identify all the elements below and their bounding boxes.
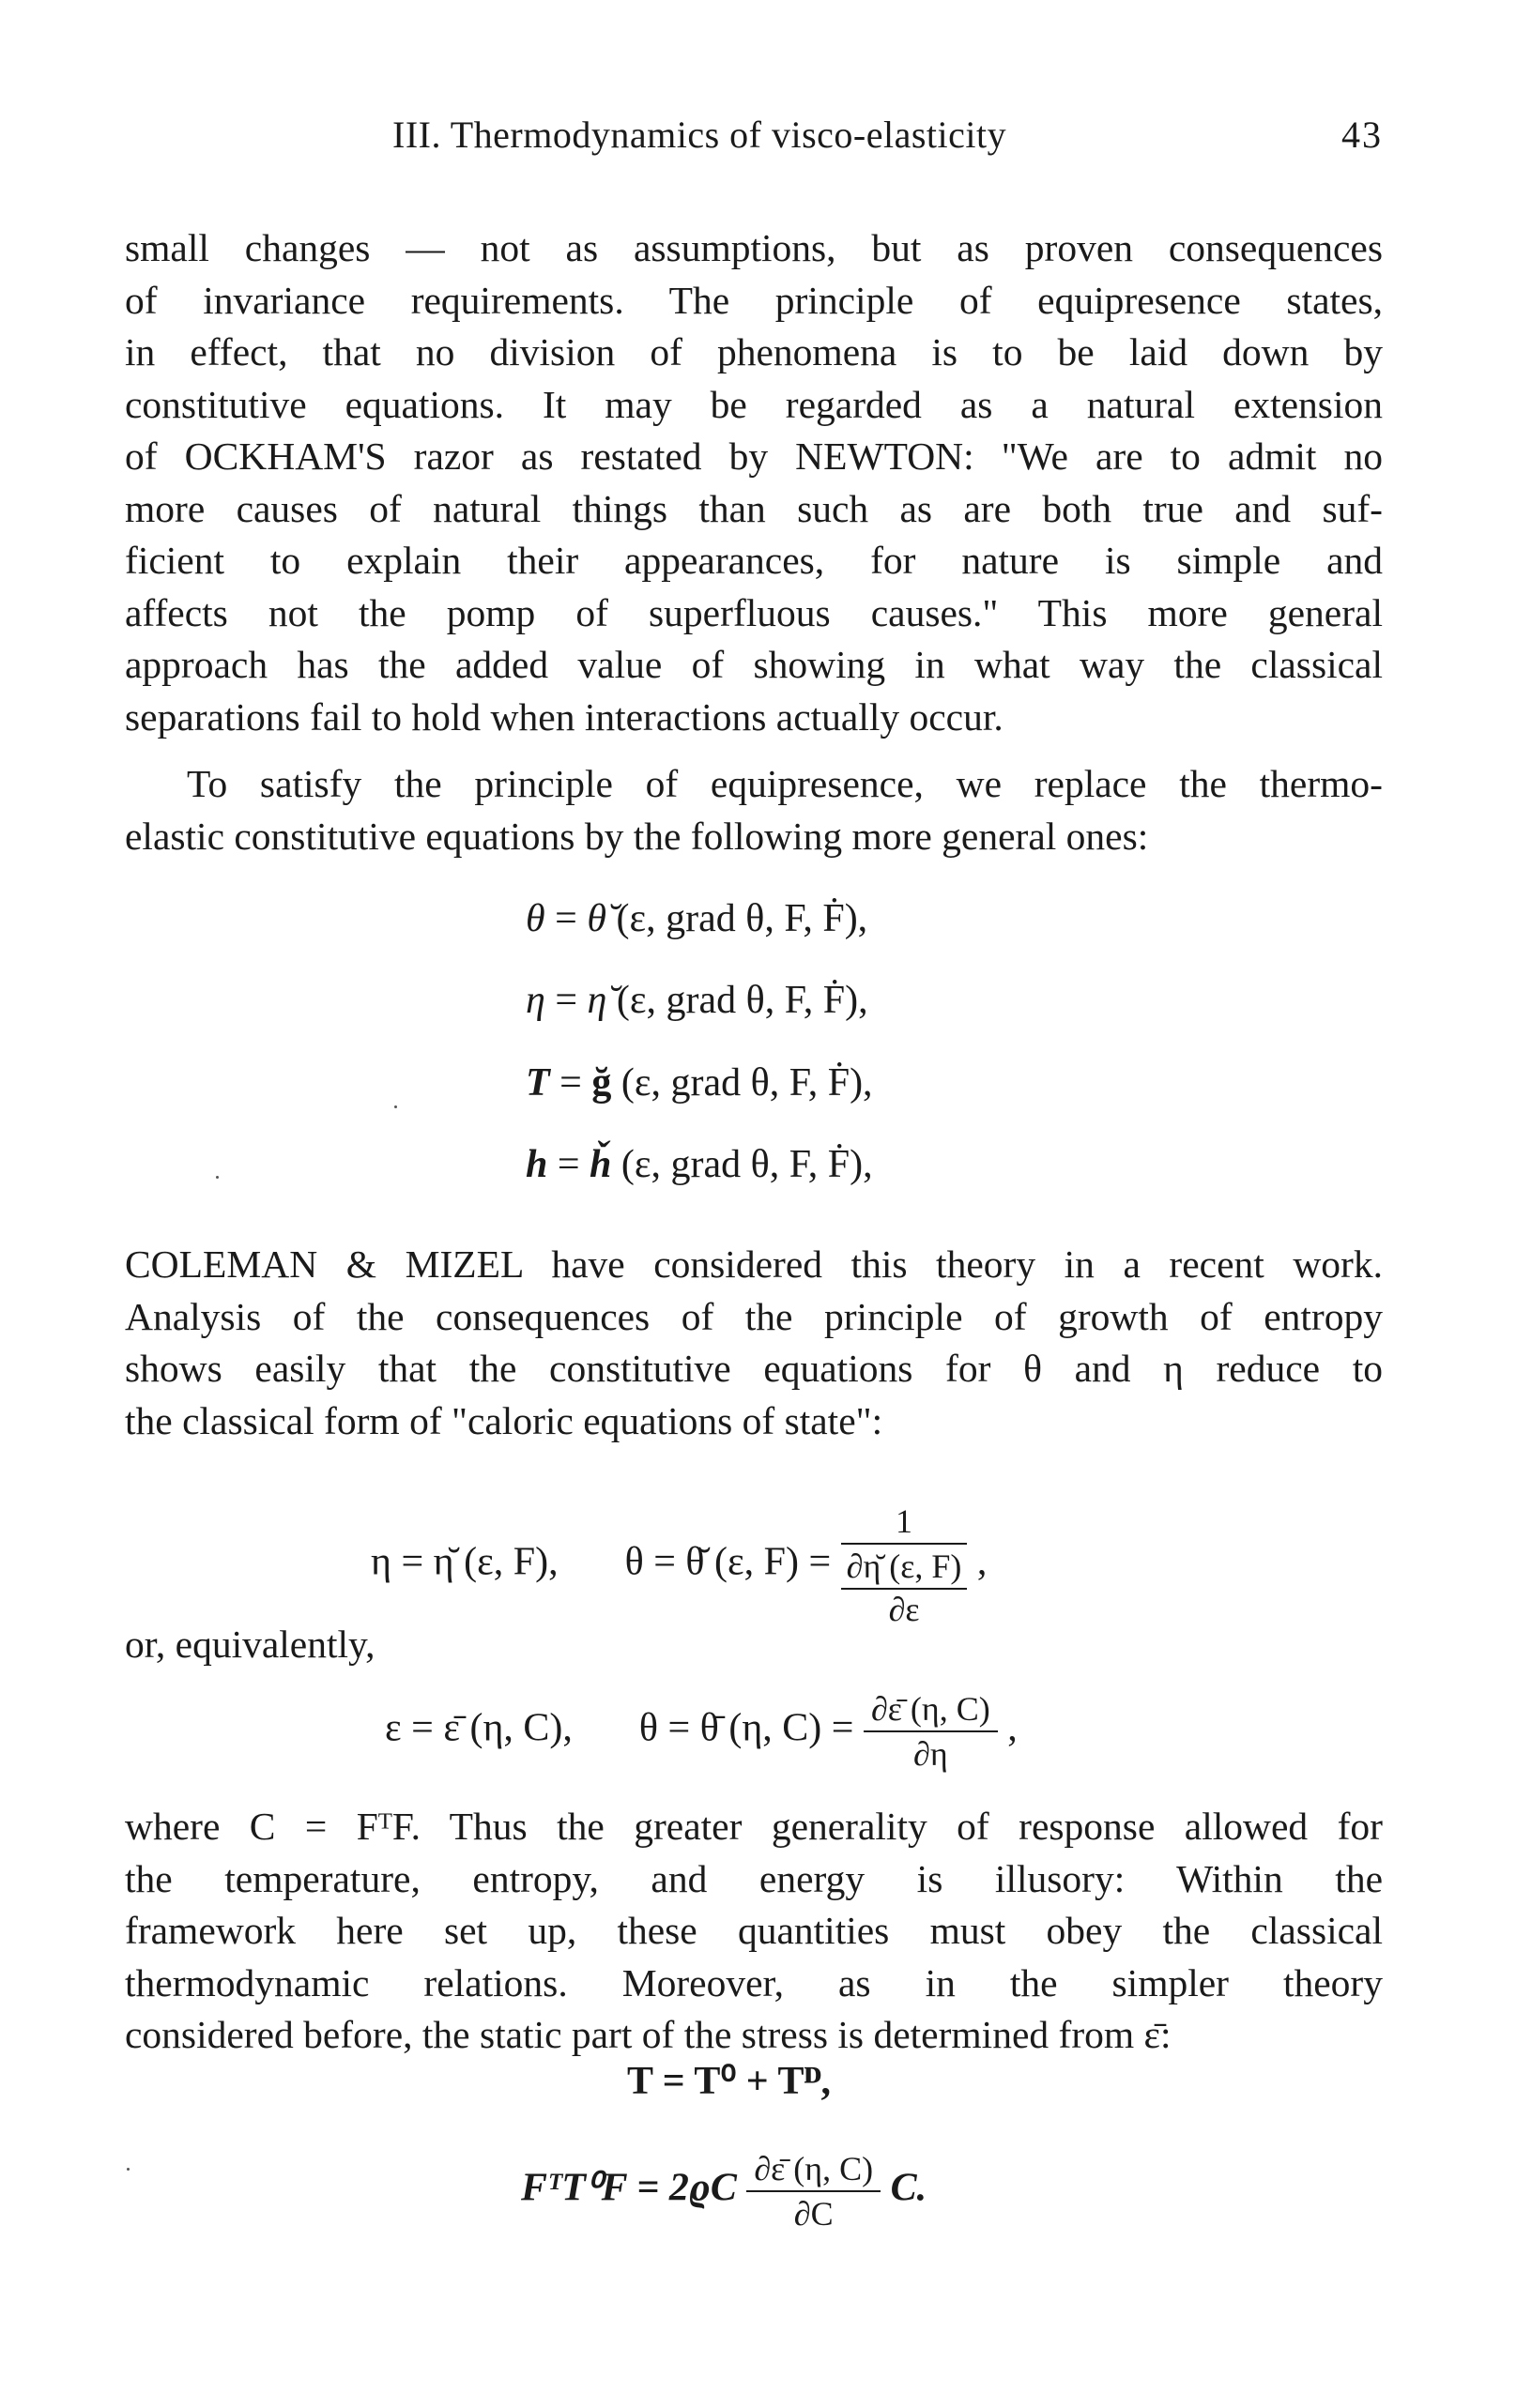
text-line: constitutive equations. It may be regarded as a natural extension <box>125 382 1383 426</box>
text-line: COLEMAN & MIZEL have considered this theory in a recent work. <box>125 1242 1383 1286</box>
equation-static-stress: FᵀT⁰F = 2ϱC $\frac{\partial\varepsilon̄ (\eta, C)}{\partial C}$ C. <box>521 2150 927 2233</box>
text-line: elastic constitutive equations by the following more general ones: <box>125 814 1149 858</box>
text-line: in effect, that no division of phenomena is to be laid down by <box>125 330 1383 373</box>
chapter-title: III. Thermodynamics of visco-elasticity <box>392 114 1007 156</box>
text-line: affects not the pomp of superfluous causes." This more general <box>125 590 1383 634</box>
paragraph-generality-illusory <box>125 1801 1383 2062</box>
text-line: considered before, the static part of the stress is determined from ε̄: <box>125 2013 1172 2056</box>
fraction: $\frac{\partial\varepsilon̄ (\eta, C)}{\partial\eta}$ <box>864 1689 998 1774</box>
text-line: of invariance requirements. The principle of equipresence states, <box>125 278 1383 322</box>
text-line: small changes — not as assumptions, but as proven consequences <box>125 226 1383 269</box>
text-line: of OCKHAM'S razor as restated by NEWTON: "We are to admit no <box>125 434 1383 478</box>
equation-theta: θ = θ̆ (ε, grad θ, F, Ḟ), <box>526 897 868 940</box>
text-line: more causes of natural things than such as are both true and suf- <box>125 486 1383 530</box>
equation-heat-flux: h = ȟ (ε, grad θ, F, Ḟ), <box>526 1143 873 1186</box>
equation-caloric-state: η = η̆ (ε, F), θ = θ̆ (ε, F) = 1 ∂η̆ (ε, F) ∂ε , <box>371 1502 988 1628</box>
text-line: framework here set up, these quantities must obey the classical <box>125 1909 1383 1952</box>
equation-stress-decomposition: T = T⁰ + Tᴰ, <box>627 2060 832 2103</box>
text-line: approach has the added value of showing in what way the classical <box>125 643 1383 686</box>
equation-energy-function: ε = ε̄ (η, C), θ = θ̄ (η, C) = $\frac{\partial\varepsilon̄ (\eta, C)}{\partial\eta}$ , <box>385 1690 1018 1773</box>
text-line: separations fail to hold when interactions actually occur. <box>125 694 1003 739</box>
or-equivalently: or, equivalently, <box>125 1623 375 1666</box>
running-header <box>125 113 1383 169</box>
text-line: where C = FᵀF. Thus the greater generality of response allowed for <box>125 1805 1383 1848</box>
text-line: Analysis of the consequences of the principle of growth of entropy <box>125 1294 1383 1338</box>
print-speck <box>127 2168 130 2171</box>
page-number: 43 <box>1341 114 1383 156</box>
text-line: To satisfy the principle of equipresence, we replace the thermo- <box>187 762 1383 805</box>
fraction: 1 ∂η̆ (ε, F) ∂ε <box>841 1501 968 1629</box>
text-line: ficient to explain their appearances, for nature is simple and <box>125 539 1383 582</box>
equation-eta: η = η̆ (ε, grad θ, F, Ḟ), <box>526 979 868 1022</box>
equation-stress: T = ğ (ε, grad θ, F, Ḟ), <box>526 1061 873 1105</box>
paragraph-coleman-mizel <box>125 1239 1383 1447</box>
text-line: the temperature, entropy, and energy is illusory: Within the <box>125 1856 1383 1900</box>
paragraph-replace-equations <box>125 758 1383 862</box>
text-line: the classical form of "caloric equations of state": <box>125 1398 883 1442</box>
print-speck <box>216 1176 219 1179</box>
text-line: shows easily that the constitutive equations for θ and η reduce to <box>125 1347 1383 1390</box>
text-line: thermodynamic relations. Moreover, as in the simpler theory <box>125 1960 1383 2004</box>
print-speck <box>394 1105 397 1108</box>
paragraph-equipresence <box>125 222 1383 743</box>
fraction: $\frac{\partial\varepsilon̄ (\eta, C)}{\partial C}$ <box>746 2149 881 2233</box>
